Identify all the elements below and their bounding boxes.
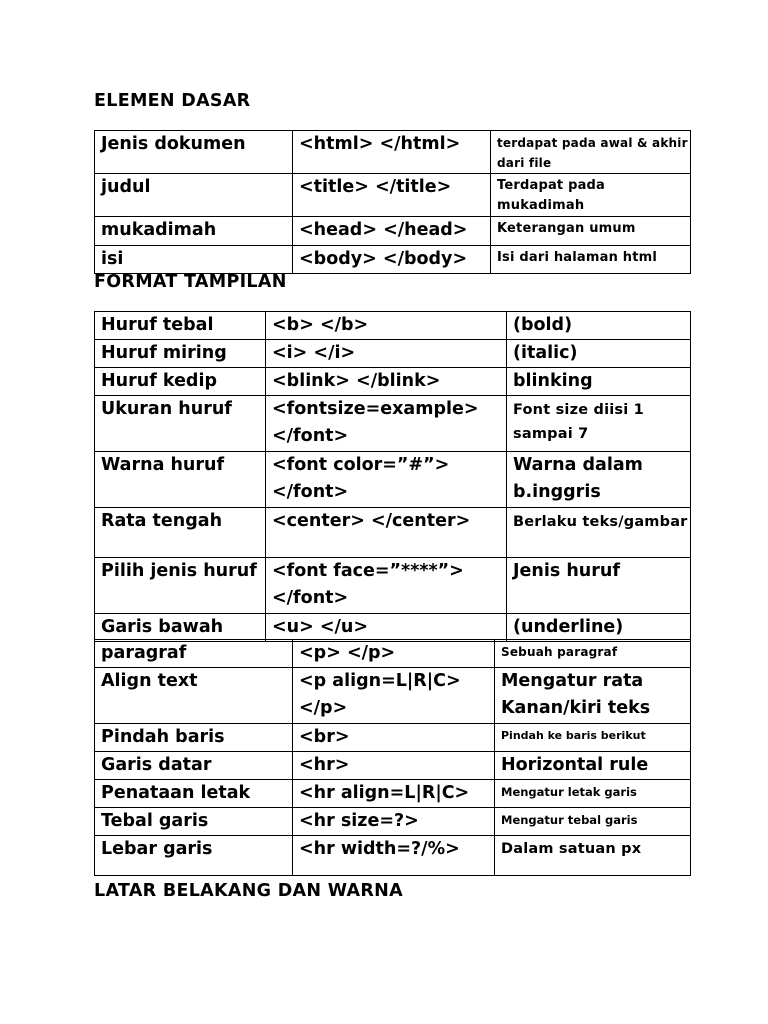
tag-cell: <hr size=?> bbox=[293, 808, 495, 836]
format-name-cell: Garis datar bbox=[95, 752, 293, 780]
description-cell: blinking bbox=[507, 368, 691, 396]
table-row bbox=[95, 836, 691, 876]
format-tampilan-table bbox=[94, 311, 691, 642]
table-row bbox=[95, 780, 691, 808]
format-name-cell: Huruf miring bbox=[95, 340, 266, 368]
description-cell: Mengatur tebal garis bbox=[495, 808, 691, 836]
tag-cell: <head> </head> bbox=[293, 217, 491, 246]
format-name-cell: Align text bbox=[95, 668, 293, 724]
tag-cell: <hr align=L|R|C> bbox=[293, 780, 495, 808]
tag-cell: <blink> </blink> bbox=[266, 368, 507, 396]
tag-cell: <font color=”#”> </font> bbox=[266, 452, 507, 508]
description-cell: (italic) bbox=[507, 340, 691, 368]
tag-cell: <font face=”****”> </font> bbox=[266, 558, 507, 614]
element-name-cell: isi bbox=[95, 246, 293, 274]
element-name-cell: Jenis dokumen bbox=[95, 131, 293, 174]
heading-latar-belakang: LATAR BELAKANG DAN WARNA bbox=[94, 881, 403, 901]
heading-format-tampilan: FORMAT TAMPILAN bbox=[94, 272, 287, 292]
format-name-cell: Tebal garis bbox=[95, 808, 293, 836]
description-cell: Isi dari halaman html bbox=[491, 246, 691, 274]
description-cell: Pindah ke baris berikut bbox=[495, 724, 691, 752]
format-name-cell: Lebar garis bbox=[95, 836, 293, 876]
table-row bbox=[95, 724, 691, 752]
description-cell: (bold) bbox=[507, 312, 691, 340]
element-name-cell: judul bbox=[95, 174, 293, 217]
tag-cell: <u> </u> bbox=[266, 614, 507, 642]
table-row bbox=[95, 558, 691, 614]
format-name-cell: Rata tengah bbox=[95, 508, 266, 558]
tag-cell: <html> </html> bbox=[293, 131, 491, 174]
format-name-cell: Huruf tebal bbox=[95, 312, 266, 340]
description-cell: (underline) bbox=[507, 614, 691, 642]
format-name-cell: Huruf kedip bbox=[95, 368, 266, 396]
description-cell: Mengatur letak garis bbox=[495, 780, 691, 808]
heading-elemen-dasar: ELEMEN DASAR bbox=[94, 91, 251, 111]
table-row bbox=[95, 312, 691, 340]
table-row bbox=[95, 174, 691, 217]
table-row bbox=[95, 396, 691, 452]
description-cell: Warna dalam b.inggris bbox=[507, 452, 691, 508]
description-cell: Terdapat pada mukadimah bbox=[491, 174, 691, 217]
description-cell: Mengatur rata Kanan/kiri teks bbox=[495, 668, 691, 724]
table-row bbox=[95, 368, 691, 396]
table-row bbox=[95, 640, 691, 668]
tag-cell: <fontsize=example> </font> bbox=[266, 396, 507, 452]
element-name-cell: mukadimah bbox=[95, 217, 293, 246]
description-cell: Berlaku teks/gambar bbox=[507, 508, 691, 558]
format-name-cell: Warna huruf bbox=[95, 452, 266, 508]
description-cell: Horizontal rule bbox=[495, 752, 691, 780]
format-name-cell: Pindah baris bbox=[95, 724, 293, 752]
paragraf-garis-table bbox=[94, 639, 691, 876]
elemen-dasar-table bbox=[94, 130, 691, 274]
description-cell: Dalam satuan px bbox=[495, 836, 691, 876]
table-row bbox=[95, 808, 691, 836]
description-cell: Sebuah paragraf bbox=[495, 640, 691, 668]
description-cell: Keterangan umum bbox=[491, 217, 691, 246]
tag-cell: <hr> bbox=[293, 752, 495, 780]
table-row bbox=[95, 217, 691, 246]
table-row bbox=[95, 452, 691, 508]
description-cell: Jenis huruf bbox=[507, 558, 691, 614]
description-cell: terdapat pada awal & akhir dari file bbox=[491, 131, 691, 174]
tag-cell: <title> </title> bbox=[293, 174, 491, 217]
tag-cell: <i> </i> bbox=[266, 340, 507, 368]
table-row bbox=[95, 752, 691, 780]
format-name-cell: Pilih jenis huruf bbox=[95, 558, 266, 614]
table-row bbox=[95, 508, 691, 558]
table-row bbox=[95, 340, 691, 368]
format-name-cell: paragraf bbox=[95, 640, 293, 668]
table-row bbox=[95, 668, 691, 724]
tag-cell: <p> </p> bbox=[293, 640, 495, 668]
tag-cell: <center> </center> bbox=[266, 508, 507, 558]
table-row bbox=[95, 246, 691, 274]
tag-cell: <p align=L|R|C> </p> bbox=[293, 668, 495, 724]
format-name-cell: Ukuran huruf bbox=[95, 396, 266, 452]
tag-cell: <br> bbox=[293, 724, 495, 752]
tag-cell: <b> </b> bbox=[266, 312, 507, 340]
tag-cell: <body> </body> bbox=[293, 246, 491, 274]
format-name-cell: Penataan letak bbox=[95, 780, 293, 808]
table-row bbox=[95, 131, 691, 174]
description-cell: Font size diisi 1 sampai 7 bbox=[507, 396, 691, 452]
table-row bbox=[95, 614, 691, 642]
format-name-cell: Garis bawah bbox=[95, 614, 266, 642]
tag-cell: <hr width=?/%> bbox=[293, 836, 495, 876]
